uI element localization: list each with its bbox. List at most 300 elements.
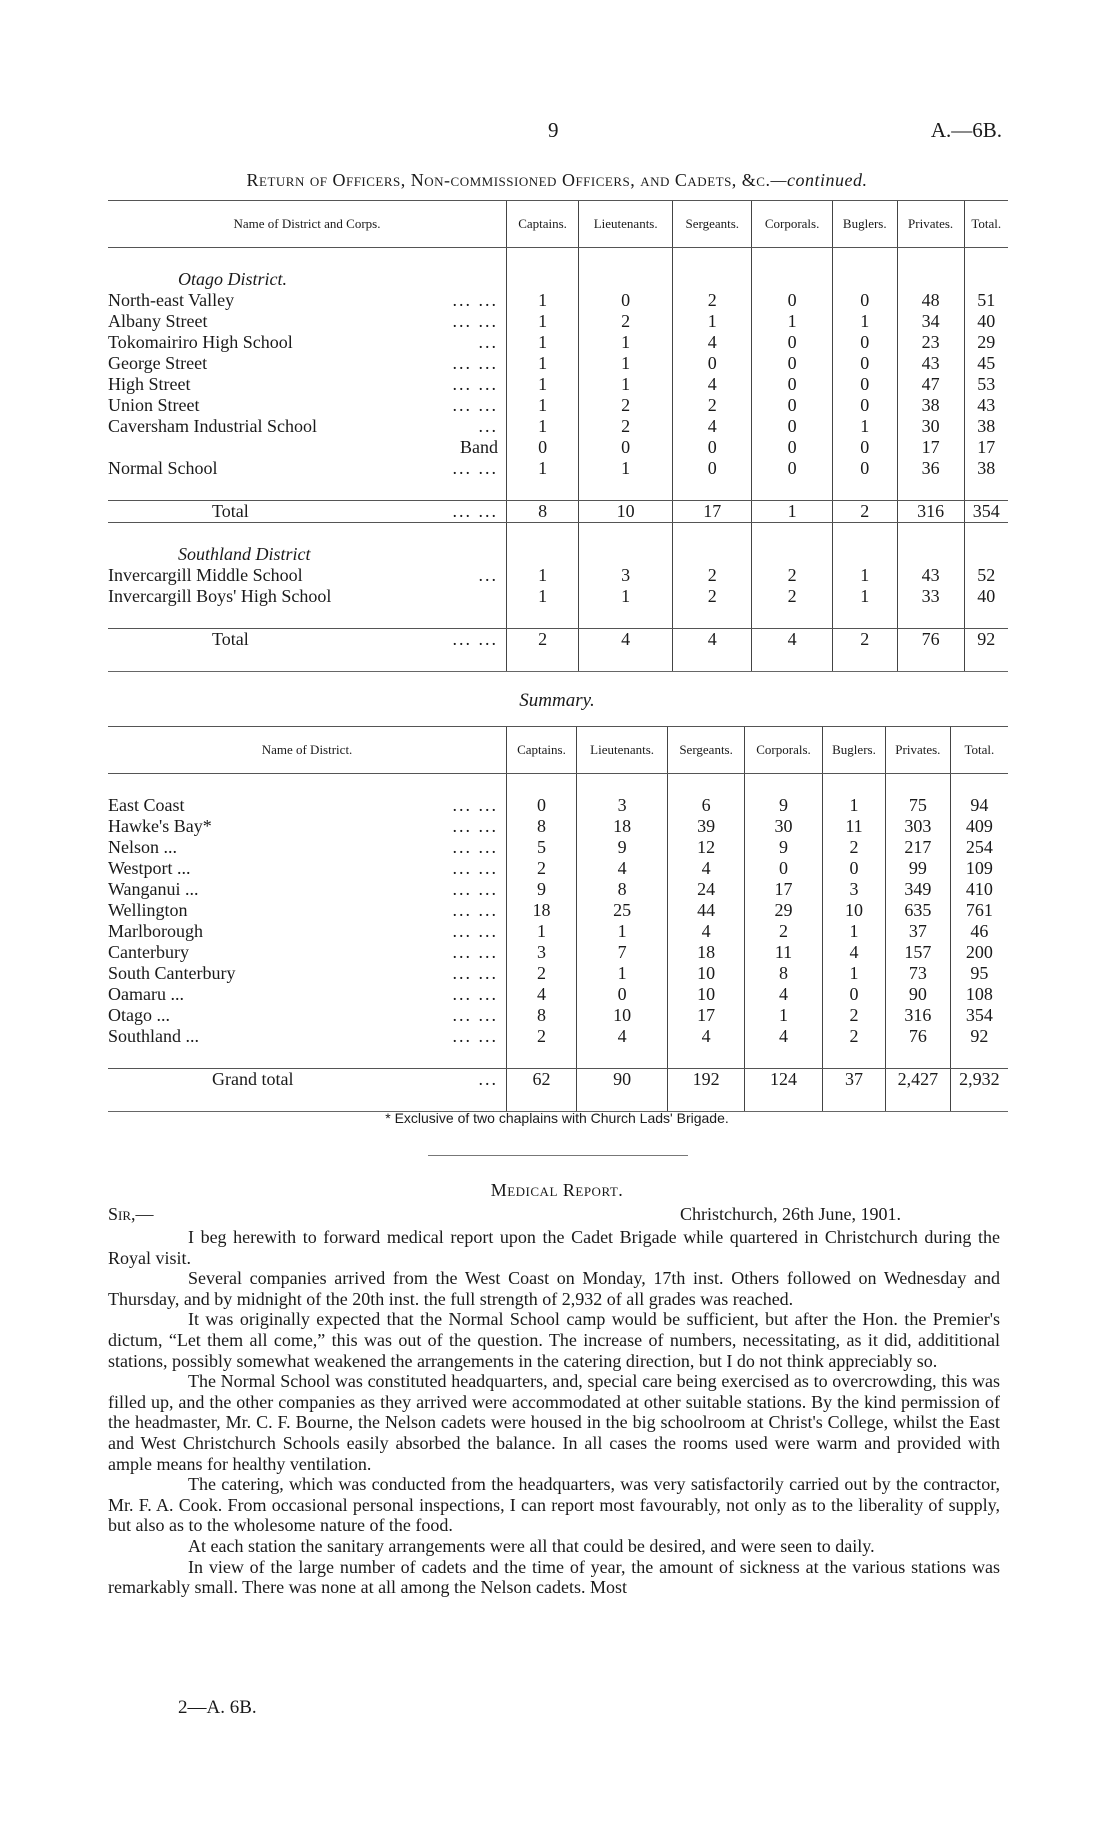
table-row bbox=[108, 290, 1008, 311]
value-cell: 303 bbox=[885, 816, 950, 837]
paragraph: In view of the large number of cadets and the time of year, the amount of sickness at the various stations was remarkably small. There was none at all among the Nelson cadets. Most bbox=[108, 1556, 1000, 1598]
value-cell: 254 bbox=[950, 837, 1008, 858]
value-cell: 37 bbox=[885, 921, 950, 942]
leader-dots: ... ... bbox=[452, 629, 498, 649]
value-cell: 1 bbox=[507, 565, 579, 586]
spacer-cell bbox=[964, 248, 1008, 270]
table-row bbox=[108, 565, 1008, 586]
spacer-cell bbox=[673, 269, 752, 290]
value-cell: 23 bbox=[897, 332, 964, 353]
leader-dots: ... ... bbox=[452, 984, 498, 1004]
value-cell: 94 bbox=[950, 795, 1008, 816]
spacer-cell bbox=[507, 269, 579, 290]
leader-dots: ... ... bbox=[452, 858, 498, 878]
value-cell: 0 bbox=[832, 290, 897, 311]
spacer-cell bbox=[673, 607, 752, 629]
spacer-cell bbox=[579, 248, 673, 270]
spacer-cell bbox=[507, 248, 579, 270]
spacer-cell bbox=[576, 1090, 667, 1112]
value-cell: 0 bbox=[832, 353, 897, 374]
table-row bbox=[108, 837, 1008, 858]
table-row bbox=[108, 437, 1008, 458]
row-label-cell bbox=[108, 858, 507, 879]
spacer-cell bbox=[579, 544, 673, 565]
value-cell: 44 bbox=[668, 900, 745, 921]
row-label: Wellington bbox=[108, 900, 188, 920]
row-label: Albany Street bbox=[108, 311, 208, 331]
value-cell: 0 bbox=[752, 395, 833, 416]
value-cell: 3 bbox=[823, 879, 886, 900]
spacer-cell bbox=[832, 269, 897, 290]
section-divider bbox=[428, 1155, 688, 1156]
value-cell: 92 bbox=[964, 629, 1008, 651]
spacer-row bbox=[108, 523, 1008, 545]
value-cell: 2 bbox=[832, 629, 897, 651]
value-cell: 2 bbox=[673, 290, 752, 311]
leader-dots: ... ... bbox=[452, 963, 498, 983]
value-cell: 4 bbox=[673, 332, 752, 353]
spacer-row bbox=[108, 1047, 1008, 1069]
row-label: Marlborough bbox=[108, 921, 203, 941]
total-row bbox=[108, 629, 1008, 651]
value-cell: 2 bbox=[579, 311, 673, 332]
value-cell: 38 bbox=[897, 395, 964, 416]
spacer-cell bbox=[752, 544, 833, 565]
leader-dots: ... bbox=[478, 1069, 498, 1089]
row-label: Caversham Industrial School bbox=[108, 416, 317, 436]
value-cell: 410 bbox=[950, 879, 1008, 900]
spacer-cell bbox=[673, 523, 752, 545]
spacer-cell bbox=[832, 607, 897, 629]
value-cell: 0 bbox=[507, 795, 577, 816]
value-cell: 38 bbox=[964, 458, 1008, 479]
row-label: Grand total bbox=[212, 1069, 294, 1089]
col-header: Privates. bbox=[885, 727, 950, 774]
spacer-row bbox=[108, 607, 1008, 629]
value-cell: 0 bbox=[579, 290, 673, 311]
value-cell: 1 bbox=[576, 963, 667, 984]
leader-dots: ... ... bbox=[452, 879, 498, 899]
spacer-cell bbox=[673, 248, 752, 270]
spacer-cell bbox=[823, 1090, 886, 1112]
spacer-cell bbox=[579, 479, 673, 501]
value-cell: 108 bbox=[950, 984, 1008, 1005]
value-cell: 349 bbox=[885, 879, 950, 900]
table-row bbox=[108, 458, 1008, 479]
spacer-cell bbox=[668, 1090, 745, 1112]
row-label: Union Street bbox=[108, 395, 200, 415]
value-cell: 4 bbox=[579, 629, 673, 651]
value-cell: 0 bbox=[832, 458, 897, 479]
value-cell: 1 bbox=[823, 963, 886, 984]
value-cell: 1 bbox=[744, 1005, 822, 1026]
paragraph: Several companies arrived from the West Coast on Monday, 17th inst. Others followed on Wednesday and Thursday, and by midnight of the 20th inst. the full strength of 2,932 of all grades was reached. bbox=[108, 1268, 1000, 1309]
spacer-cell bbox=[897, 479, 964, 501]
row-label: Otago ... bbox=[108, 1005, 170, 1025]
value-cell: 1 bbox=[579, 458, 673, 479]
district-heading: Southland District bbox=[178, 544, 311, 564]
spacer-cell bbox=[507, 1090, 577, 1112]
spacer-cell bbox=[579, 269, 673, 290]
value-cell: 0 bbox=[823, 858, 886, 879]
value-cell: 1 bbox=[576, 921, 667, 942]
value-cell: 4 bbox=[668, 858, 745, 879]
row-label-cell bbox=[108, 565, 507, 586]
value-cell: 217 bbox=[885, 837, 950, 858]
value-cell: 1 bbox=[579, 374, 673, 395]
row-label: Tokomairiro High School bbox=[108, 332, 293, 352]
paragraph: The catering, which was conducted from the headquarters, was very satisfactorily carried out by the contractor, Mr. F. A. Cook. From occasional personal inspections, I can report most favourably, not only as to the liberality of supply, but also as to the wholesome nature of the food. bbox=[108, 1474, 1000, 1536]
table-row bbox=[108, 984, 1008, 1005]
row-label: Normal School bbox=[108, 458, 218, 478]
leader-dots: ... ... bbox=[452, 501, 498, 521]
value-cell: 2,427 bbox=[885, 1069, 950, 1091]
table-row bbox=[108, 858, 1008, 879]
district-return-table bbox=[108, 200, 1008, 672]
col-header: Lieutenants. bbox=[579, 201, 673, 248]
value-cell: 24 bbox=[668, 879, 745, 900]
value-cell: 17 bbox=[673, 501, 752, 523]
spacer-cell bbox=[823, 774, 886, 796]
row-label: Invercargill Middle School bbox=[108, 565, 303, 585]
value-cell: 109 bbox=[950, 858, 1008, 879]
value-cell: 192 bbox=[668, 1069, 745, 1091]
leader-dots: ... ... bbox=[452, 1005, 498, 1025]
spacer-cell bbox=[108, 607, 507, 629]
paragraph: At each station the sanitary arrangements were all that could be desired, and were seen to daily. bbox=[188, 1535, 875, 1556]
spacer-cell bbox=[964, 479, 1008, 501]
leader-dots: ... ... bbox=[452, 1026, 498, 1046]
value-cell: 124 bbox=[744, 1069, 822, 1091]
value-cell: 40 bbox=[964, 586, 1008, 607]
leader-dots: ... bbox=[478, 332, 498, 352]
summary-heading: Summary. bbox=[519, 690, 595, 711]
value-cell: 30 bbox=[897, 416, 964, 437]
leader-dots: ... ... bbox=[452, 816, 498, 836]
col-header: Sergeants. bbox=[668, 727, 745, 774]
spacer-cell bbox=[668, 774, 745, 796]
value-cell: 1 bbox=[507, 921, 577, 942]
table-header-row bbox=[108, 727, 1008, 774]
value-cell: 10 bbox=[668, 984, 745, 1005]
value-cell: 0 bbox=[752, 416, 833, 437]
value-cell: 92 bbox=[950, 1026, 1008, 1047]
value-cell: 2 bbox=[673, 395, 752, 416]
spacer-cell bbox=[507, 544, 579, 565]
leader-dots: ... ... bbox=[452, 837, 498, 857]
value-cell: 53 bbox=[964, 374, 1008, 395]
return-title bbox=[0, 170, 1114, 191]
table-row bbox=[108, 921, 1008, 942]
value-cell: 316 bbox=[897, 501, 964, 523]
spacer-cell bbox=[897, 607, 964, 629]
table-row bbox=[108, 586, 1008, 607]
value-cell: 4 bbox=[752, 629, 833, 651]
leader-dots: ... ... bbox=[452, 353, 498, 373]
value-cell: 1 bbox=[823, 795, 886, 816]
value-cell: 1 bbox=[507, 416, 579, 437]
value-cell: 0 bbox=[752, 458, 833, 479]
leader-dots: ... ... bbox=[452, 458, 498, 478]
paragraph: It was originally expected that the Normal School camp would be sufficient, but after the Hon. the Premier's dictum, “Let them all come,” this was out of the question. The increase of numbers, necessitating, as it did, addititional stations, possibly somewhat weakened the arrangements in the catering direction, but I do not think appreciably so. bbox=[108, 1309, 1000, 1371]
value-cell: 1 bbox=[579, 353, 673, 374]
row-label-cell bbox=[108, 795, 507, 816]
page-number: 9 bbox=[548, 118, 559, 142]
value-cell: 52 bbox=[964, 565, 1008, 586]
table-row bbox=[108, 1005, 1008, 1026]
value-cell: 18 bbox=[507, 900, 577, 921]
return-title-main: Return of Officers, Non-commissioned Officers, and Cadets, &c. bbox=[246, 170, 771, 190]
spacer-cell bbox=[964, 269, 1008, 290]
row-label-cell bbox=[108, 1026, 507, 1047]
table-row bbox=[108, 416, 1008, 437]
value-cell: 2 bbox=[752, 586, 833, 607]
row-label: Oamaru ... bbox=[108, 984, 184, 1004]
spacer-cell bbox=[673, 650, 752, 672]
value-cell: 18 bbox=[576, 816, 667, 837]
value-cell: 1 bbox=[507, 586, 579, 607]
row-label-cell bbox=[108, 629, 507, 651]
row-label-cell bbox=[108, 900, 507, 921]
row-label: Hawke's Bay* bbox=[108, 816, 212, 836]
value-cell: 17 bbox=[964, 437, 1008, 458]
value-cell: 2 bbox=[507, 963, 577, 984]
document-reference: A.—6B. bbox=[930, 118, 1002, 142]
row-label: Invercargill Boys' High School bbox=[108, 586, 332, 606]
spacer-cell bbox=[964, 544, 1008, 565]
value-cell: 0 bbox=[832, 437, 897, 458]
value-cell: 4 bbox=[576, 1026, 667, 1047]
spacer-cell bbox=[752, 607, 833, 629]
value-cell: 2 bbox=[823, 837, 886, 858]
value-cell: 75 bbox=[885, 795, 950, 816]
value-cell: 17 bbox=[897, 437, 964, 458]
spacer-cell bbox=[832, 248, 897, 270]
value-cell: 17 bbox=[744, 879, 822, 900]
value-cell: 354 bbox=[964, 501, 1008, 523]
value-cell: 1 bbox=[507, 458, 579, 479]
value-cell: 36 bbox=[897, 458, 964, 479]
value-cell: 6 bbox=[668, 795, 745, 816]
row-label: High Street bbox=[108, 374, 191, 394]
value-cell: 0 bbox=[752, 353, 833, 374]
row-label-cell bbox=[108, 395, 507, 416]
value-cell: 9 bbox=[744, 837, 822, 858]
spacer-cell bbox=[964, 523, 1008, 545]
table-row bbox=[108, 395, 1008, 416]
medical-report-body bbox=[108, 1227, 1000, 1598]
col-header: Corporals. bbox=[752, 201, 833, 248]
value-cell: 1 bbox=[752, 501, 833, 523]
col-header: Total. bbox=[964, 201, 1008, 248]
row-label: Westport ... bbox=[108, 858, 191, 878]
value-cell: 4 bbox=[673, 374, 752, 395]
col-header: Privates. bbox=[897, 201, 964, 248]
value-cell: 1 bbox=[507, 353, 579, 374]
col-header: Name of District. bbox=[108, 727, 507, 774]
spacer-cell bbox=[579, 607, 673, 629]
value-cell: 37 bbox=[823, 1069, 886, 1091]
value-cell: 46 bbox=[950, 921, 1008, 942]
value-cell: 47 bbox=[897, 374, 964, 395]
value-cell: 73 bbox=[885, 963, 950, 984]
value-cell: 635 bbox=[885, 900, 950, 921]
value-cell: 8 bbox=[744, 963, 822, 984]
row-label-cell bbox=[108, 501, 507, 523]
value-cell: 1 bbox=[823, 921, 886, 942]
value-cell: 1 bbox=[832, 416, 897, 437]
district-heading-row bbox=[108, 269, 1008, 290]
signature-mark: 2—A. 6B. bbox=[178, 1697, 257, 1718]
row-label-cell bbox=[108, 332, 507, 353]
value-cell: 1 bbox=[832, 565, 897, 586]
row-label-cell bbox=[108, 921, 507, 942]
medical-report-title: Medical Report. bbox=[490, 1180, 624, 1200]
value-cell: 1 bbox=[507, 290, 579, 311]
spacer-cell bbox=[832, 544, 897, 565]
leader-dots: ... ... bbox=[452, 900, 498, 920]
row-label: Total bbox=[212, 501, 249, 521]
row-label-cell bbox=[108, 1005, 507, 1026]
value-cell: 9 bbox=[744, 795, 822, 816]
spacer-cell bbox=[576, 1047, 667, 1069]
value-cell: 2 bbox=[823, 1005, 886, 1026]
value-cell: 2 bbox=[673, 586, 752, 607]
spacer-cell bbox=[752, 479, 833, 501]
paragraph: The Normal School was constituted headquarters, and, special care being exercised as to overcrowding, this was filled up, and the other companies as they arrived were accommodated at other suitable stations. By the kind permission of the headmaster, Mr. C. F. Bourne, the Nelson cadets were housed in the big schoolroom at Christ's College, whilst the East and West Christchurch Schools easily absorbed the balance. In all cases the rooms used were warm and provided with ample means for healthy ventilation. bbox=[108, 1371, 1000, 1474]
spacer-cell bbox=[673, 544, 752, 565]
row-label: Nelson ... bbox=[108, 837, 177, 857]
value-cell: 1 bbox=[832, 311, 897, 332]
spacer-cell bbox=[507, 523, 579, 545]
spacer-cell bbox=[744, 774, 822, 796]
value-cell: 8 bbox=[507, 1005, 577, 1026]
value-cell: 29 bbox=[744, 900, 822, 921]
spacer-cell bbox=[108, 1090, 507, 1112]
value-cell: 25 bbox=[576, 900, 667, 921]
spacer-row bbox=[108, 479, 1008, 501]
spacer-cell bbox=[752, 523, 833, 545]
spacer-cell bbox=[507, 479, 579, 501]
row-label-cell bbox=[108, 311, 507, 332]
value-cell: 0 bbox=[832, 332, 897, 353]
spacer-cell bbox=[108, 479, 507, 501]
value-cell: 2 bbox=[579, 395, 673, 416]
value-cell: 2 bbox=[823, 1026, 886, 1047]
row-label-cell bbox=[108, 374, 507, 395]
value-cell: 48 bbox=[897, 290, 964, 311]
table-row bbox=[108, 374, 1008, 395]
spacer-cell bbox=[744, 1090, 822, 1112]
value-cell: 1 bbox=[673, 311, 752, 332]
leader-dots: ... ... bbox=[452, 795, 498, 815]
value-cell: 30 bbox=[744, 816, 822, 837]
value-cell: 4 bbox=[823, 942, 886, 963]
leader-dots: ... ... bbox=[452, 311, 498, 331]
row-label-cell bbox=[108, 963, 507, 984]
spacer-cell bbox=[576, 774, 667, 796]
leader-dots: ... bbox=[478, 416, 498, 436]
spacer-row bbox=[108, 248, 1008, 270]
total-row bbox=[108, 501, 1008, 523]
value-cell: 3 bbox=[507, 942, 577, 963]
value-cell: 95 bbox=[950, 963, 1008, 984]
value-cell: 8 bbox=[576, 879, 667, 900]
value-cell: 409 bbox=[950, 816, 1008, 837]
spacer-cell bbox=[108, 650, 507, 672]
col-header: Name of District and Corps. bbox=[108, 201, 507, 248]
value-cell: 200 bbox=[950, 942, 1008, 963]
value-cell: 0 bbox=[576, 984, 667, 1005]
row-label-cell bbox=[108, 837, 507, 858]
spacer-cell bbox=[897, 650, 964, 672]
value-cell: 1 bbox=[832, 586, 897, 607]
value-cell: 1 bbox=[507, 374, 579, 395]
value-cell: 4 bbox=[744, 1026, 822, 1047]
value-cell: 4 bbox=[673, 416, 752, 437]
spacer-row bbox=[108, 1090, 1008, 1112]
value-cell: 2 bbox=[507, 629, 579, 651]
value-cell: 99 bbox=[885, 858, 950, 879]
spacer-cell bbox=[108, 523, 507, 545]
value-cell: 40 bbox=[964, 311, 1008, 332]
row-label: Southland ... bbox=[108, 1026, 200, 1046]
row-label: Canterbury bbox=[108, 942, 189, 962]
value-cell: 90 bbox=[885, 984, 950, 1005]
leader-dots: ... bbox=[478, 565, 498, 585]
value-cell: 1 bbox=[752, 311, 833, 332]
value-cell: 39 bbox=[668, 816, 745, 837]
summary-table bbox=[108, 726, 1008, 1112]
leader-dots: ... ... bbox=[452, 290, 498, 310]
value-cell: 43 bbox=[897, 565, 964, 586]
district-heading: Otago District. bbox=[178, 269, 288, 289]
value-cell: 2,932 bbox=[950, 1069, 1008, 1091]
spacer-cell bbox=[579, 523, 673, 545]
value-cell: 43 bbox=[897, 353, 964, 374]
spacer-cell bbox=[668, 1047, 745, 1069]
row-label-cell bbox=[108, 816, 507, 837]
row-label: South Canterbury bbox=[108, 963, 236, 983]
value-cell: 18 bbox=[668, 942, 745, 963]
value-cell: 76 bbox=[885, 1026, 950, 1047]
row-label: George Street bbox=[108, 353, 208, 373]
spacer-row bbox=[108, 774, 1008, 796]
value-cell: 38 bbox=[964, 416, 1008, 437]
value-cell: 10 bbox=[579, 501, 673, 523]
spacer-cell bbox=[897, 248, 964, 270]
spacer-cell bbox=[897, 523, 964, 545]
value-cell: 0 bbox=[823, 984, 886, 1005]
spacer-cell bbox=[108, 1047, 507, 1069]
spacer-cell bbox=[885, 774, 950, 796]
value-cell: 1 bbox=[507, 332, 579, 353]
value-cell: 0 bbox=[832, 395, 897, 416]
value-cell: 76 bbox=[897, 629, 964, 651]
col-header: Captains. bbox=[507, 201, 579, 248]
value-cell: 7 bbox=[576, 942, 667, 963]
table-row bbox=[108, 816, 1008, 837]
spacer-cell bbox=[832, 650, 897, 672]
value-cell: 34 bbox=[897, 311, 964, 332]
value-cell: 45 bbox=[964, 353, 1008, 374]
table-row bbox=[108, 942, 1008, 963]
col-header: Corporals. bbox=[744, 727, 822, 774]
row-label-cell bbox=[108, 353, 507, 374]
value-cell: 2 bbox=[507, 1026, 577, 1047]
table-row bbox=[108, 900, 1008, 921]
row-label-cell bbox=[108, 416, 507, 437]
